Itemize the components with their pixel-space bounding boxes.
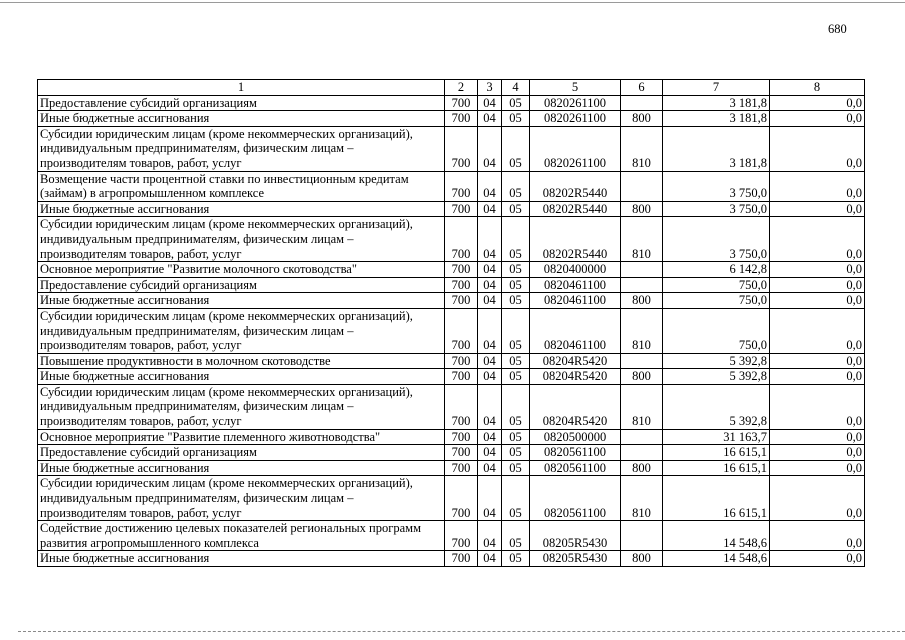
target-article-cell: 08205R5430 <box>530 521 621 551</box>
amount-2-cell: 0,0 <box>770 353 865 369</box>
item-code-cell: 05 <box>502 111 530 127</box>
item-code-cell: 05 <box>502 95 530 111</box>
table-row <box>38 460 865 476</box>
row-name-cell: Предоставление субсидий организациям <box>38 445 445 461</box>
section-code-cell: 700 <box>445 126 478 171</box>
amount-2-cell: 0,0 <box>770 217 865 262</box>
section-code-cell: 700 <box>445 445 478 461</box>
expense-type-cell: 810 <box>621 126 663 171</box>
table-row <box>38 293 865 309</box>
amount-2-cell: 0,0 <box>770 445 865 461</box>
row-name-cell: Иные бюджетные ассигнования <box>38 201 445 217</box>
amount-cell: 3 750,0 <box>663 201 770 217</box>
row-name-cell: Основное мероприятие "Развитие племенного животноводства" <box>38 429 445 445</box>
item-code-cell: 05 <box>502 551 530 567</box>
subsection-code-cell: 04 <box>478 171 502 201</box>
table-row <box>38 521 865 551</box>
section-code-cell: 700 <box>445 551 478 567</box>
subsection-code-cell: 04 <box>478 445 502 461</box>
target-article-cell: 08204R5420 <box>530 369 621 385</box>
section-code-cell: 700 <box>445 277 478 293</box>
expense-type-cell <box>621 262 663 278</box>
target-article-cell: 08202R5440 <box>530 217 621 262</box>
target-article-cell: 08205R5430 <box>530 551 621 567</box>
section-code-cell: 700 <box>445 95 478 111</box>
row-name-cell: Субсидии юридическим лицам (кроме некоммерческих организаций), индивидуальным предпринимателям, физическим лицам – производителям товаров, работ, услуг <box>38 217 445 262</box>
amount-cell: 5 392,8 <box>663 353 770 369</box>
table-row <box>38 126 865 171</box>
expense-type-cell <box>621 521 663 551</box>
amount-cell: 750,0 <box>663 308 770 353</box>
amount-cell: 3 181,8 <box>663 126 770 171</box>
subsection-code-cell: 04 <box>478 308 502 353</box>
expense-type-cell <box>621 277 663 293</box>
amount-cell: 31 163,7 <box>663 429 770 445</box>
amount-cell: 3 750,0 <box>663 171 770 201</box>
item-code-cell: 05 <box>502 217 530 262</box>
row-name-cell: Иные бюджетные ассигнования <box>38 551 445 567</box>
subsection-code-cell: 04 <box>478 217 502 262</box>
amount-2-cell: 0,0 <box>770 126 865 171</box>
amount-2-cell: 0,0 <box>770 171 865 201</box>
row-name-cell: Субсидии юридическим лицам (кроме некоммерческих организаций), индивидуальным предпринимателям, физическим лицам – производителям товаров, работ, услуг <box>38 384 445 429</box>
subsection-code-cell: 04 <box>478 262 502 278</box>
amount-2-cell: 0,0 <box>770 384 865 429</box>
bottom-scan-edge <box>18 631 905 632</box>
row-name-cell: Предоставление субсидий организациям <box>38 277 445 293</box>
header-cell: 7 <box>663 80 770 96</box>
amount-2-cell: 0,0 <box>770 277 865 293</box>
subsection-code-cell: 04 <box>478 429 502 445</box>
target-article-cell: 0820461100 <box>530 308 621 353</box>
subsection-code-cell: 04 <box>478 521 502 551</box>
item-code-cell: 05 <box>502 384 530 429</box>
table-row <box>38 429 865 445</box>
expense-type-cell: 800 <box>621 369 663 385</box>
amount-cell: 16 615,1 <box>663 476 770 521</box>
row-name-cell: Иные бюджетные ассигнования <box>38 293 445 309</box>
amount-cell: 3 750,0 <box>663 217 770 262</box>
section-code-cell: 700 <box>445 171 478 201</box>
table-row <box>38 171 865 201</box>
section-code-cell: 700 <box>445 201 478 217</box>
section-code-cell: 700 <box>445 429 478 445</box>
target-article-cell: 0820400000 <box>530 262 621 278</box>
header-cell: 1 <box>38 80 445 96</box>
section-code-cell: 700 <box>445 353 478 369</box>
amount-2-cell: 0,0 <box>770 521 865 551</box>
item-code-cell: 05 <box>502 369 530 385</box>
subsection-code-cell: 04 <box>478 95 502 111</box>
budget-table <box>37 79 865 567</box>
subsection-code-cell: 04 <box>478 476 502 521</box>
amount-cell: 14 548,6 <box>663 521 770 551</box>
table-row <box>38 308 865 353</box>
item-code-cell: 05 <box>502 429 530 445</box>
amount-2-cell: 0,0 <box>770 551 865 567</box>
row-name-cell: Субсидии юридическим лицам (кроме некоммерческих организаций), индивидуальным предпринимателям, физическим лицам – производителям товаров, работ, услуг <box>38 126 445 171</box>
item-code-cell: 05 <box>502 476 530 521</box>
section-code-cell: 700 <box>445 293 478 309</box>
amount-2-cell: 0,0 <box>770 429 865 445</box>
subsection-code-cell: 04 <box>478 384 502 429</box>
expense-type-cell <box>621 353 663 369</box>
expense-type-cell <box>621 429 663 445</box>
section-code-cell: 700 <box>445 521 478 551</box>
header-cell: 6 <box>621 80 663 96</box>
header-cell: 3 <box>478 80 502 96</box>
item-code-cell: 05 <box>502 308 530 353</box>
row-name-cell: Предоставление субсидий организациям <box>38 95 445 111</box>
expense-type-cell: 810 <box>621 384 663 429</box>
expense-type-cell: 800 <box>621 201 663 217</box>
subsection-code-cell: 04 <box>478 201 502 217</box>
section-code-cell: 700 <box>445 111 478 127</box>
subsection-code-cell: 04 <box>478 293 502 309</box>
item-code-cell: 05 <box>502 521 530 551</box>
amount-cell: 3 181,8 <box>663 111 770 127</box>
amount-2-cell: 0,0 <box>770 460 865 476</box>
table-row <box>38 476 865 521</box>
amount-cell: 5 392,8 <box>663 384 770 429</box>
target-article-cell: 0820561100 <box>530 476 621 521</box>
expense-type-cell <box>621 95 663 111</box>
table-row <box>38 353 865 369</box>
subsection-code-cell: 04 <box>478 111 502 127</box>
amount-2-cell: 0,0 <box>770 262 865 278</box>
expense-type-cell: 800 <box>621 551 663 567</box>
section-code-cell: 700 <box>445 476 478 521</box>
table-row <box>38 384 865 429</box>
row-name-cell: Основное мероприятие "Развитие молочного скотоводства" <box>38 262 445 278</box>
expense-type-cell: 810 <box>621 308 663 353</box>
expense-type-cell: 800 <box>621 111 663 127</box>
expense-type-cell <box>621 171 663 201</box>
row-name-cell: Повышение продуктивности в молочном скотоводстве <box>38 353 445 369</box>
section-code-cell: 700 <box>445 384 478 429</box>
subsection-code-cell: 04 <box>478 126 502 171</box>
item-code-cell: 05 <box>502 262 530 278</box>
item-code-cell: 05 <box>502 171 530 201</box>
section-code-cell: 700 <box>445 460 478 476</box>
target-article-cell: 0820261100 <box>530 111 621 127</box>
amount-cell: 750,0 <box>663 277 770 293</box>
target-article-cell: 0820461100 <box>530 293 621 309</box>
target-article-cell: 08202R5440 <box>530 171 621 201</box>
header-cell: 8 <box>770 80 865 96</box>
subsection-code-cell: 04 <box>478 551 502 567</box>
table-row <box>38 95 865 111</box>
header-cell: 2 <box>445 80 478 96</box>
amount-2-cell: 0,0 <box>770 308 865 353</box>
row-name-cell: Иные бюджетные ассигнования <box>38 111 445 127</box>
row-name-cell: Субсидии юридическим лицам (кроме некоммерческих организаций), индивидуальным предпринимателям, физическим лицам – производителям товаров, работ, услуг <box>38 308 445 353</box>
expense-type-cell <box>621 445 663 461</box>
item-code-cell: 05 <box>502 126 530 171</box>
item-code-cell: 05 <box>502 353 530 369</box>
subsection-code-cell: 04 <box>478 460 502 476</box>
amount-2-cell: 0,0 <box>770 369 865 385</box>
row-name-cell: Возмещение части процентной ставки по инвестиционным кредитам (займам) в агропромышленном комплексе <box>38 171 445 201</box>
header-cell: 4 <box>502 80 530 96</box>
amount-cell: 16 615,1 <box>663 460 770 476</box>
amount-2-cell: 0,0 <box>770 476 865 521</box>
expense-type-cell: 810 <box>621 476 663 521</box>
amount-cell: 750,0 <box>663 293 770 309</box>
target-article-cell: 08204R5420 <box>530 353 621 369</box>
row-name-cell: Содействие достижению целевых показателей региональных программ развития агропромышленного комплекса <box>38 521 445 551</box>
item-code-cell: 05 <box>502 293 530 309</box>
table-row <box>38 111 865 127</box>
item-code-cell: 05 <box>502 445 530 461</box>
amount-cell: 6 142,8 <box>663 262 770 278</box>
section-code-cell: 700 <box>445 308 478 353</box>
table-row <box>38 201 865 217</box>
table-row <box>38 262 865 278</box>
amount-cell: 3 181,8 <box>663 95 770 111</box>
item-code-cell: 05 <box>502 460 530 476</box>
target-article-cell: 08204R5420 <box>530 384 621 429</box>
amount-2-cell: 0,0 <box>770 201 865 217</box>
table-row <box>38 277 865 293</box>
target-article-cell: 0820261100 <box>530 126 621 171</box>
expense-type-cell: 800 <box>621 460 663 476</box>
amount-2-cell: 0,0 <box>770 111 865 127</box>
header-cell: 5 <box>530 80 621 96</box>
amount-2-cell: 0,0 <box>770 95 865 111</box>
section-code-cell: 700 <box>445 217 478 262</box>
target-article-cell: 0820261100 <box>530 95 621 111</box>
table-row <box>38 551 865 567</box>
expense-type-cell: 810 <box>621 217 663 262</box>
section-code-cell: 700 <box>445 369 478 385</box>
target-article-cell: 0820461100 <box>530 277 621 293</box>
target-article-cell: 0820561100 <box>530 460 621 476</box>
target-article-cell: 0820500000 <box>530 429 621 445</box>
row-name-cell: Иные бюджетные ассигнования <box>38 369 445 385</box>
top-scan-edge <box>0 2 905 3</box>
section-code-cell: 700 <box>445 262 478 278</box>
subsection-code-cell: 04 <box>478 353 502 369</box>
row-name-cell: Субсидии юридическим лицам (кроме некоммерческих организаций), индивидуальным предпринимателям, физическим лицам – производителям товаров, работ, услуг <box>38 476 445 521</box>
target-article-cell: 08202R5440 <box>530 201 621 217</box>
table-row <box>38 445 865 461</box>
item-code-cell: 05 <box>502 277 530 293</box>
expense-type-cell: 800 <box>621 293 663 309</box>
table-header-row <box>38 80 865 96</box>
amount-2-cell: 0,0 <box>770 293 865 309</box>
subsection-code-cell: 04 <box>478 277 502 293</box>
amount-cell: 16 615,1 <box>663 445 770 461</box>
page-number: 680 <box>828 22 847 36</box>
table-row <box>38 217 865 262</box>
amount-cell: 14 548,6 <box>663 551 770 567</box>
target-article-cell: 0820561100 <box>530 445 621 461</box>
row-name-cell: Иные бюджетные ассигнования <box>38 460 445 476</box>
item-code-cell: 05 <box>502 201 530 217</box>
table-row <box>38 369 865 385</box>
subsection-code-cell: 04 <box>478 369 502 385</box>
amount-cell: 5 392,8 <box>663 369 770 385</box>
